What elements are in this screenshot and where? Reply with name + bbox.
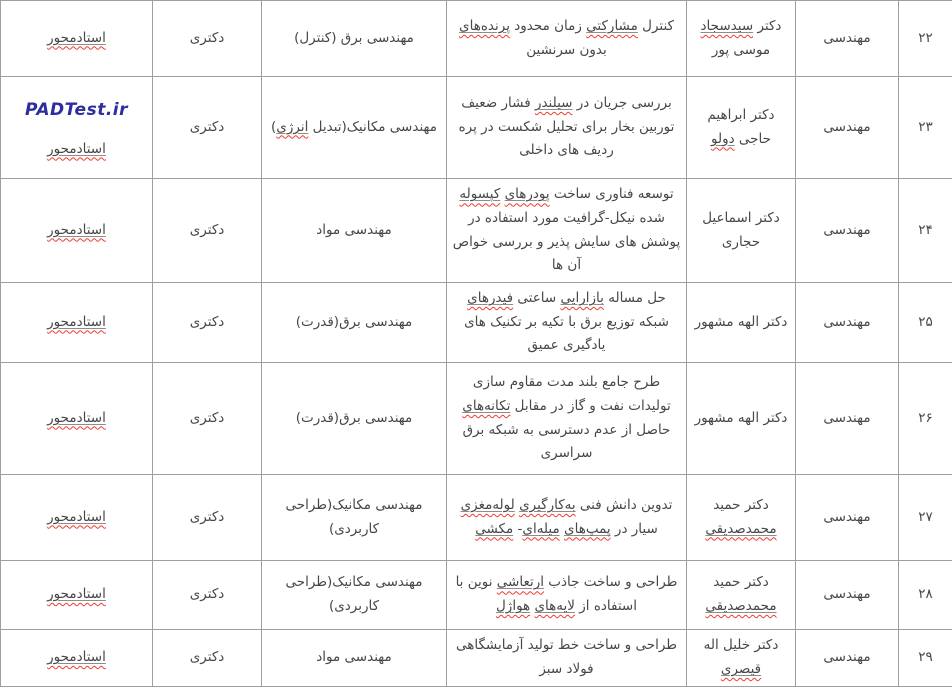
cell-degree: دکتری <box>153 283 262 363</box>
table-row <box>1 363 952 475</box>
misspelled-word: فیدرهای <box>467 290 513 306</box>
misspelled-word: استادمحور <box>47 509 106 525</box>
misspelled-word: استادمحور <box>47 222 106 238</box>
cell-supervisor-name: دکتر حمید محمدصدیقی <box>687 561 796 630</box>
misspelled-word: محمدصدیقی <box>705 521 776 537</box>
misspelled-word: قیصری <box>721 661 761 677</box>
cell-supervision-type <box>1 475 153 561</box>
misspelled-word: پمپ‌های <box>564 521 611 537</box>
projects-table-body <box>1 1 952 687</box>
table-row <box>1 561 952 630</box>
cell-degree: دکتری <box>153 179 262 283</box>
cell-project-title: طراحی و ساخت خط تولید آزمایشگاهی فولاد سبز <box>447 630 687 687</box>
cell-supervisor-name: دکتر الهه مشهور <box>687 363 796 475</box>
misspelled-word: استادمحور <box>47 30 106 46</box>
cell-project-title: طرح جامع بلند مدت مقاوم سازی تولیدات نفت و گاز در مقابل تکانه‌های حاصل از عدم دسترسی به شبکه برق سراسری <box>447 363 687 475</box>
misspelled-word: مشارکتی <box>586 18 638 34</box>
cell-faculty: مهندسی <box>796 1 899 77</box>
cell-faculty: مهندسی <box>796 363 899 475</box>
misspelled-word: تکانه‌های <box>462 398 510 414</box>
cell-row-number: ۲۶ <box>899 363 952 475</box>
cell-row-number: ۲۴ <box>899 179 952 283</box>
misspelled-word: لوله‌مغزی <box>461 497 515 513</box>
cell-faculty: مهندسی <box>796 630 899 687</box>
cell-degree: دکتری <box>153 363 262 475</box>
cell-faculty: مهندسی <box>796 475 899 561</box>
cell-faculty: مهندسی <box>796 179 899 283</box>
cell-degree: دکتری <box>153 475 262 561</box>
cell-row-number: ۲۲ <box>899 1 952 77</box>
cell-row-number: ۲۳ <box>899 77 952 179</box>
misspelled-word: لایه‌های <box>534 598 575 614</box>
cell-supervision-type <box>1 283 153 363</box>
misspelled-word: پودرهای <box>505 186 550 202</box>
misspelled-word: استادمحور <box>47 141 106 157</box>
cell-supervision-type <box>1 630 153 687</box>
misspelled-word: سیدسجاد <box>701 18 754 34</box>
misspelled-word: استادمحور <box>47 410 106 426</box>
table-row <box>1 77 952 179</box>
misspelled-word: استادمحور <box>47 649 106 665</box>
cell-supervisor-name: دکتر الهه مشهور <box>687 283 796 363</box>
misspelled-word: کپسوله <box>459 186 500 202</box>
misspelled-word: پرنده‌های <box>459 18 510 34</box>
cell-degree: دکتری <box>153 1 262 77</box>
table-row <box>1 1 952 77</box>
misspelled-word: مکشی <box>475 521 513 537</box>
cell-supervisor-name: دکتر ابراهیم حاجی دولو <box>687 77 796 179</box>
misspelled-word: بازارایی <box>561 290 604 306</box>
misspelled-word: محمدصدیقی <box>705 598 776 614</box>
cell-field: مهندسی برق (کنترل) <box>262 1 447 77</box>
misspelled-word: انرژی <box>276 119 308 135</box>
cell-field: مهندسی مکانیک(طراحی کاربردی) <box>262 561 447 630</box>
cell-faculty: مهندسی <box>796 283 899 363</box>
misspelled-word: استادمحور <box>47 586 106 602</box>
cell-faculty: مهندسی <box>796 77 899 179</box>
misspelled-word: به‌کارگیری <box>519 497 576 513</box>
cell-degree: دکتری <box>153 561 262 630</box>
cell-supervision-type <box>1 363 153 475</box>
misspelled-word: ارتعاشی <box>497 574 544 590</box>
cell-supervisor-name: دکتر سیدسجاد موسی پور <box>687 1 796 77</box>
misspelled-word: میله‌ای <box>522 521 559 537</box>
cell-supervision-type <box>1 179 153 283</box>
cell-faculty: مهندسی <box>796 561 899 630</box>
table-row <box>1 630 952 687</box>
cell-field: مهندسی مواد <box>262 630 447 687</box>
cell-supervision-type <box>1 77 153 179</box>
table-row <box>1 475 952 561</box>
cell-supervision-type <box>1 1 153 77</box>
cell-supervisor-name: دکتر خلیل اله قیصری <box>687 630 796 687</box>
cell-project-title: طراحی و ساخت جاذب ارتعاشی نوین با استفاده از لایه‌های هواژل <box>447 561 687 630</box>
cell-project-title: کنترل مشارکتی زمان محدود پرنده‌های بدون سرنشین <box>447 1 687 77</box>
cell-field: مهندسی مواد <box>262 179 447 283</box>
cell-project-title: حل مساله بازارایی ساعتی فیدرهای شبکه توزیع برق با تکیه بر تکنیک های یادگیری عمیق <box>447 283 687 363</box>
cell-field: مهندسی مکانیک(تبدیل انرژی) <box>262 77 447 179</box>
cell-field: مهندسی برق(قدرت) <box>262 363 447 475</box>
misspelled-word: سیلندر <box>535 95 573 111</box>
misspelled-word: هواژل <box>496 598 530 614</box>
table-row <box>1 179 952 283</box>
cell-row-number: ۲۷ <box>899 475 952 561</box>
cell-project-title: بررسی جریان در سیلندر فشار ضعیف توربین بخار برای تحلیل شکست در پره ردیف های داخلی <box>447 77 687 179</box>
cell-row-number: ۲۸ <box>899 561 952 630</box>
cell-supervision-type <box>1 561 153 630</box>
cell-field: مهندسی مکانیک(طراحی کاربردی) <box>262 475 447 561</box>
cell-supervisor-name: دکتر اسماعیل حجاری <box>687 179 796 283</box>
cell-degree: دکتری <box>153 630 262 687</box>
cell-degree: دکتری <box>153 77 262 179</box>
cell-row-number: ۲۵ <box>899 283 952 363</box>
cell-field: مهندسی برق(قدرت) <box>262 283 447 363</box>
padtest-watermark: PADTest.ir <box>5 96 148 126</box>
cell-project-title: توسعه فناوری ساخت پودرهای کپسوله شده نیکل-گرافیت مورد استفاده در پوشش های سایش پذیر و بررسی خواص آن ها <box>447 179 687 283</box>
misspelled-word: استادمحور <box>47 314 106 330</box>
misspelled-word: دولو <box>711 131 735 147</box>
cell-row-number: ۲۹ <box>899 630 952 687</box>
cell-supervisor-name: دکتر حمید محمدصدیقی <box>687 475 796 561</box>
table-row <box>1 283 952 363</box>
cell-project-title: تدوین دانش فنی به‌کارگیری لوله‌مغزی سیار در پمپ‌های میله‌ای- مکشی <box>447 475 687 561</box>
